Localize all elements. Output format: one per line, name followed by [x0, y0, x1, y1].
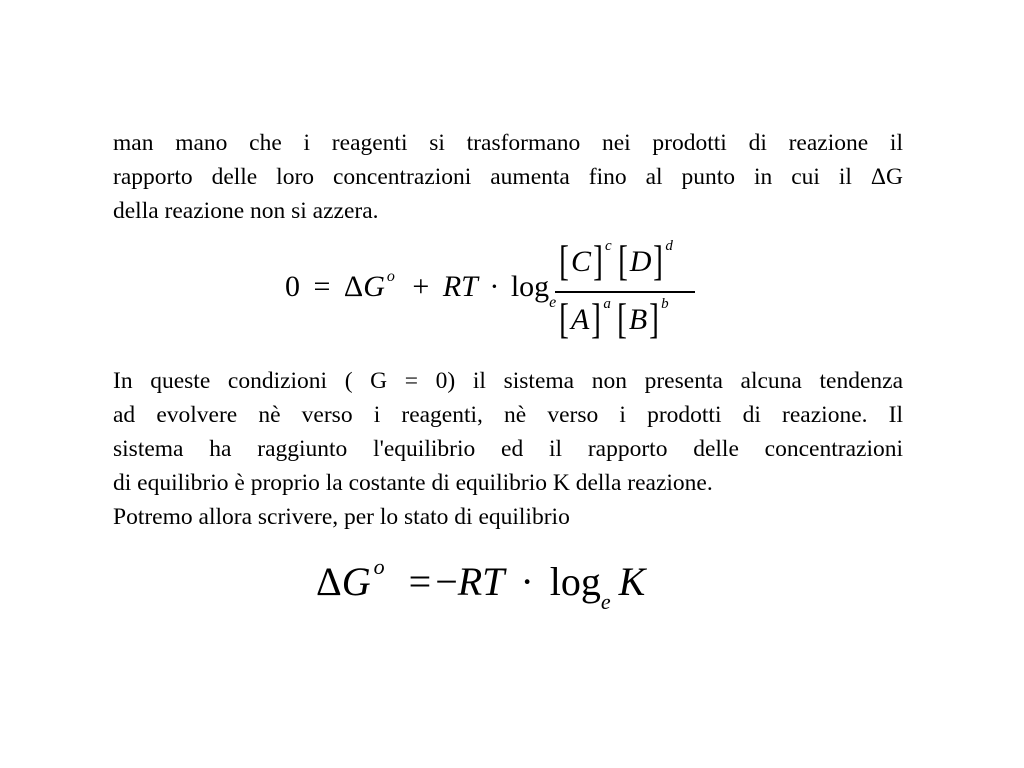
bracket-close: ] — [649, 297, 660, 343]
zero: 0 — [285, 270, 300, 303]
bracket-close: ] — [591, 297, 602, 343]
paragraph-equilibrium-line-4: di equilibrio è proprio la costante di equilibrio K della reazione. — [113, 470, 713, 496]
log-base-e: e — [600, 589, 611, 614]
species-C: C — [571, 245, 592, 278]
minus-sign: − — [435, 559, 458, 604]
gibbs-G: G — [363, 270, 385, 303]
bracket-close: ] — [653, 239, 664, 285]
RT-term: RT — [457, 559, 505, 604]
species-A: A — [571, 303, 590, 336]
exponent-b: b — [661, 296, 669, 312]
exponent-c: c — [605, 238, 612, 254]
standard-state-superscript: o — [386, 268, 395, 285]
log-function: log — [510, 270, 550, 303]
exponent-d: d — [665, 238, 673, 254]
RT-term: RT — [442, 270, 478, 303]
paragraph-intro-line-3: della reazione non si azzera. — [113, 198, 379, 224]
multiplication-dot: · — [520, 559, 534, 604]
bracket-close: ] — [593, 239, 603, 285]
paragraph-equilibrium-line-1: In queste condizioni ( G = 0) il sistema non presenta alcuna tendenza — [113, 368, 903, 394]
log-function: log — [549, 559, 601, 604]
species-B: B — [628, 303, 648, 336]
exponent-a: a — [603, 296, 611, 312]
equilibrium-constant-equation — [316, 554, 646, 614]
bracket-open: [ — [617, 239, 628, 285]
delta-symbol: Δ — [343, 270, 364, 303]
equals-sign: = — [408, 559, 432, 604]
equation1-lhs — [285, 268, 557, 311]
delta-symbol: Δ — [316, 559, 342, 604]
standard-state-superscript: o — [373, 554, 385, 579]
paragraph-equilibrium-line-2: ad evolvere nè verso i reagenti, nè verso i prodotti di reazione. Il — [113, 402, 903, 428]
equals-sign: = — [313, 270, 331, 303]
equilibrium-constant-K: K — [618, 559, 646, 604]
species-D: D — [629, 245, 652, 278]
paragraph-intro-line-1: man mano che i reagenti si trasformano nei prodotti di reazione il — [113, 130, 903, 156]
fraction-numerator — [557, 238, 677, 285]
log-base-e: e — [549, 294, 557, 311]
multiplication-dot: · — [489, 270, 500, 303]
fraction-denominator — [557, 296, 673, 343]
paragraph-equilibrium-line-5: Potremo allora scrivere, per lo stato di equilibrio — [113, 504, 570, 530]
fraction-bar — [555, 291, 695, 293]
bracket-open: [ — [616, 297, 627, 343]
plus-sign: + — [412, 270, 430, 303]
paragraph-intro-line-2: rapporto delle loro concentrazioni aumenta fino al punto in cui il ΔG — [113, 164, 903, 190]
bracket-open: [ — [559, 297, 569, 343]
paragraph-equilibrium-line-3: sistema ha raggiunto l'equilibrio ed il rapporto delle concentrazioni — [113, 436, 903, 462]
bracket-open: [ — [559, 239, 569, 285]
reaction-quotient-equation — [285, 240, 705, 350]
gibbs-G: G — [341, 559, 371, 604]
paragraph-intro — [113, 126, 903, 228]
paragraph-equilibrium — [113, 364, 903, 534]
